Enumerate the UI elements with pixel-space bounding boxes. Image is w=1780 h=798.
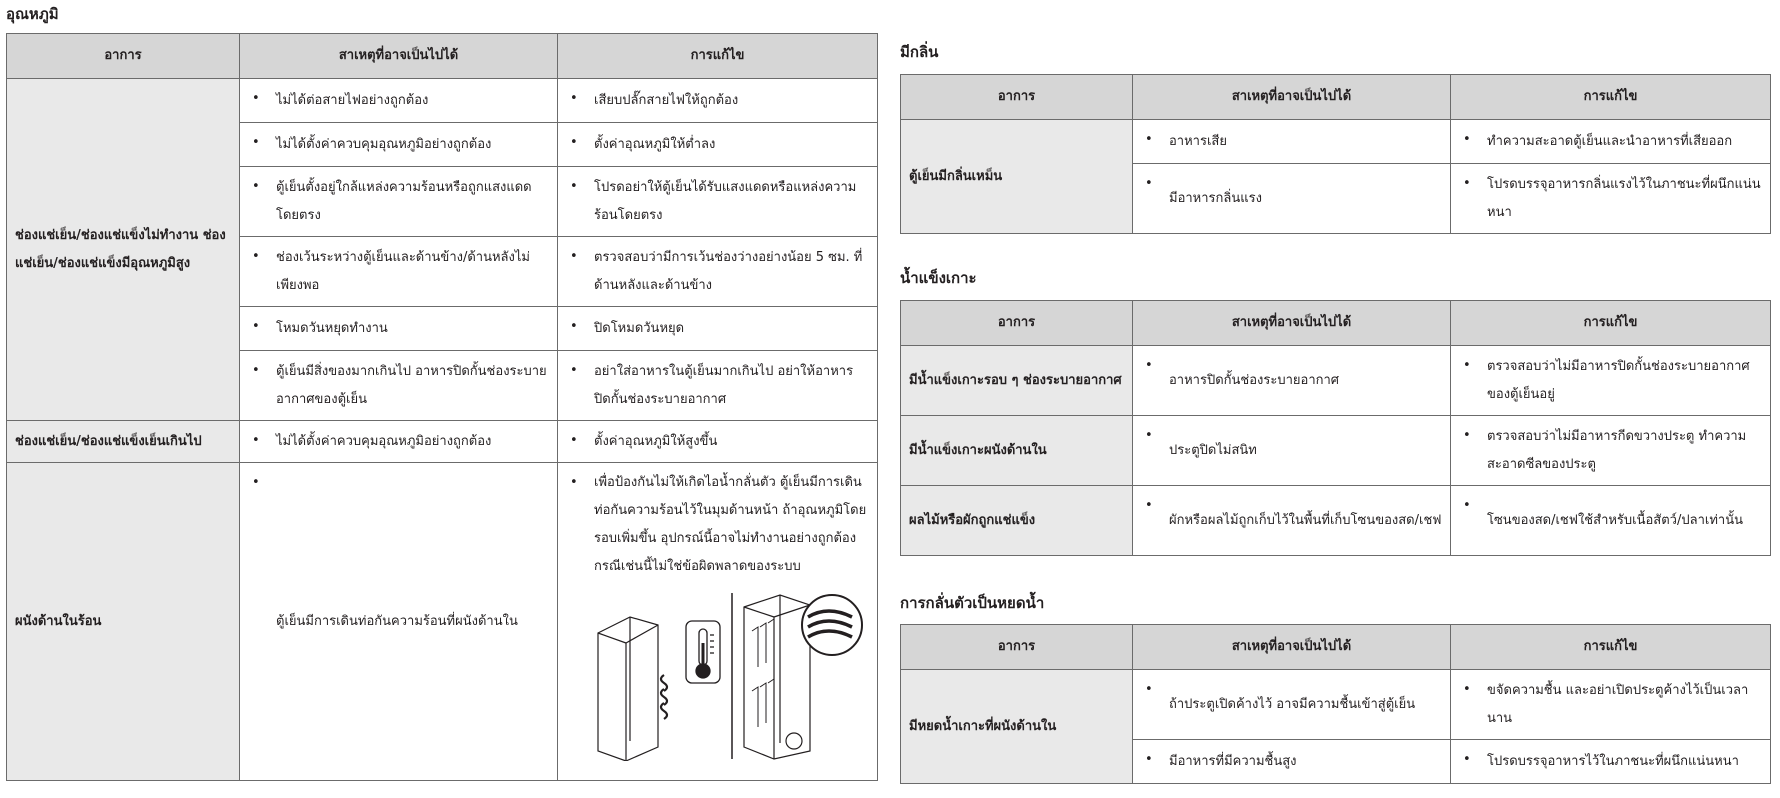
- temperature-table: [6, 33, 878, 781]
- fix-cell: • ตรวจสอบว่าไม่มีอาหารปิดกั้นช่องระบายอากาศของตู้เย็นอยู่: [1451, 346, 1771, 416]
- table-header-row: [901, 75, 1771, 120]
- cause-cell: • อาหารปิดกั้นช่องระบายอากาศ: [1133, 346, 1451, 416]
- fix-cell: • ตรวจสอบว่ามีการเว้นช่องว่างอย่างน้อย 5 ซม. ที่ด้านหลังและด้านข้าง: [558, 237, 878, 307]
- table-row: [7, 463, 878, 781]
- open-fridge-icon: [744, 595, 810, 759]
- table-header-row: [7, 34, 878, 79]
- header-fix: การแก้ไข: [558, 34, 878, 79]
- cause-cell: • ไม่ได้ต่อสายไฟอย่างถูกต้อง: [240, 79, 558, 123]
- cause-cell: • ผักหรือผลไม้ถูกเก็บไว้ในพื้นที่เก็บโซนของสด/เชฟ: [1133, 486, 1451, 556]
- fridge-icon: [598, 617, 658, 761]
- fix-cell: • โซนของสด/เชฟใช้สำหรับเนื้อสัตว์/ปลาเท่านั้น: [1451, 486, 1771, 556]
- table-row: [7, 421, 878, 463]
- header-cause: สาเหตุที่อาจเป็นไปได้: [240, 34, 558, 79]
- fix-cell: • ปิดโหมดวันหยุด: [558, 307, 878, 351]
- symptom-cell: ผนังด้านในร้อน: [7, 463, 240, 781]
- fix-cell: • ตรวจสอบว่าไม่มีอาหารกีดขวางประตู ทำความสะอาดซีลของประตู: [1451, 416, 1771, 486]
- condensation-table: [900, 624, 1771, 784]
- fix-cell: • เสียบปลั๊กสายไฟให้ถูกต้อง: [558, 79, 878, 123]
- cause-cell: • ไม่ได้ตั้งค่าควบคุมอุณหภูมิอย่างถูกต้อง: [240, 421, 558, 463]
- cause-cell: • มีอาหารที่มีความชื้นสูง: [1133, 740, 1451, 784]
- symptom-cell: ช่องแช่เย็น/ช่องแช่แข็งไม่ทำงาน ช่องแช่เย็น/ช่องแช่แข็งมีอุณหภูมิสูง: [7, 79, 240, 421]
- table-row: [7, 79, 878, 123]
- fix-cell: • โปรดบรรจุอาหารไว้ในภาชนะที่ผนึกแน่นหนา: [1451, 740, 1771, 784]
- header-fix: การแก้ไข: [1451, 75, 1771, 120]
- header-fix: การแก้ไข: [1451, 625, 1771, 670]
- fix-cell: • ตั้งค่าอุณหภูมิให้สูงขึ้น: [558, 421, 878, 463]
- magnify-circle-icon: [802, 595, 862, 655]
- smell-table: [900, 74, 1771, 234]
- cause-cell: • อาหารเสีย: [1133, 120, 1451, 164]
- fix-text: • เพื่อป้องกันไม่ให้เกิดไอน้ำกลั่นตัว ตู้เย็นมีการเดินท่อกันความร้อนไว้ในมุมด้านหน้า ถ้าอุณหภูมิโดยรอบเพิ่มขึ้น อุปกรณ์นี้อาจไม่ทำงานอย่างถูกต้อง กรณีเช่นนี้ไม่ใช่ข้อผิดพลาดของระบบ: [594, 475, 867, 574]
- frost-section-title: น้ำแข็งเกาะ: [900, 269, 977, 287]
- symptom-cell: ผลไม้หรือผักถูกแช่แข็ง: [901, 486, 1133, 556]
- fix-cell: • ตั้งค่าอุณหภูมิให้ต่ำลง: [558, 123, 878, 167]
- symptom-cell: ตู้เย็นมีกลิ่นเหม็น: [901, 120, 1133, 234]
- table-header-row: [901, 625, 1771, 670]
- header-fix: การแก้ไข: [1451, 301, 1771, 346]
- cause-cell: • ช่องเว้นระหว่างตู้เย็นและด้านข้าง/ด้านหลังไม่เพียงพอ: [240, 237, 558, 307]
- cause-cell: • ไม่ได้ตั้งค่าควบคุมอุณหภูมิอย่างถูกต้อง: [240, 123, 558, 167]
- header-symptom: อาการ: [7, 34, 240, 79]
- header-symptom: อาการ: [901, 301, 1133, 346]
- table-header-row: [901, 301, 1771, 346]
- cause-cell: • มีอาหารกลิ่นแรง: [1133, 164, 1451, 234]
- table-row: [901, 416, 1771, 486]
- heat-wave-icon: [661, 675, 667, 719]
- table-row: [901, 346, 1771, 416]
- condensation-section-title: การกลั่นตัวเป็นหยดน้ำ: [900, 594, 1045, 612]
- header-symptom: อาการ: [901, 625, 1133, 670]
- cause-cell: • โหมดวันหยุดทำงาน: [240, 307, 558, 351]
- fix-cell: • อย่าใส่อาหารในตู้เย็นมากเกินไป อย่าให้อาหารปิดกั้นช่องระบายอากาศ: [558, 351, 878, 421]
- table-row: [901, 120, 1771, 164]
- cause-cell: • ถ้าประตูเปิดค้างไว้ อาจมีความชื้นเข้าสู่ตู้เย็น: [1133, 670, 1451, 740]
- cause-cell: • ตู้เย็นตั้งอยู่ใกล้แหล่งความร้อนหรือถูกแสงแดดโดยตรง: [240, 167, 558, 237]
- symptom-cell: มีน้ำแข็งเกาะผนังด้านใน: [901, 416, 1133, 486]
- header-cause: สาเหตุที่อาจเป็นไปได้: [1133, 301, 1451, 346]
- cause-cell: • ตู้เย็นมีการเดินท่อกันความร้อนที่ผนังด้านใน: [240, 463, 558, 781]
- table-row: [901, 486, 1771, 556]
- temperature-section-title: อุณหภูมิ: [6, 5, 59, 23]
- thermometer-icon: [686, 621, 720, 683]
- fix-cell: • ขจัดความชื้น และอย่าเปิดประตูค้างไว้เป็นเวลานาน: [1451, 670, 1771, 740]
- header-cause: สาเหตุที่อาจเป็นไปได้: [1133, 625, 1451, 670]
- fix-cell: • โปรดอย่าให้ตู้เย็นได้รับแสงแดดหรือแหล่งความร้อนโดยตรง: [558, 167, 878, 237]
- symptom-cell: ช่องแช่เย็น/ช่องแช่แข็งเย็นเกินไป: [7, 421, 240, 463]
- cause-cell: • ประตูปิดไม่สนิท: [1133, 416, 1451, 486]
- table-row: [901, 670, 1771, 740]
- fix-cell: • โปรดบรรจุอาหารกลิ่นแรงไว้ในภาชนะที่ผนึกแน่นหนา: [1451, 164, 1771, 234]
- fix-cell: • ทำความสะอาดตู้เย็นและนำอาหารที่เสียออก: [1451, 120, 1771, 164]
- fridge-heat-pipe-illustration: [594, 591, 874, 761]
- smell-section-title: มีกลิ่น: [900, 43, 939, 61]
- symptom-cell: มีหยดน้ำเกาะที่ผนังด้านใน: [901, 670, 1133, 784]
- cause-cell: • ตู้เย็นมีสิ่งของมากเกินไป อาหารปิดกั้นช่องระบายอากาศของตู้เย็น: [240, 351, 558, 421]
- header-symptom: อาการ: [901, 75, 1133, 120]
- header-cause: สาเหตุที่อาจเป็นไปได้: [1133, 75, 1451, 120]
- fix-cell: [558, 463, 878, 781]
- symptom-cell: มีน้ำแข็งเกาะรอบ ๆ ช่องระบายอากาศ: [901, 346, 1133, 416]
- frost-table: [900, 300, 1771, 556]
